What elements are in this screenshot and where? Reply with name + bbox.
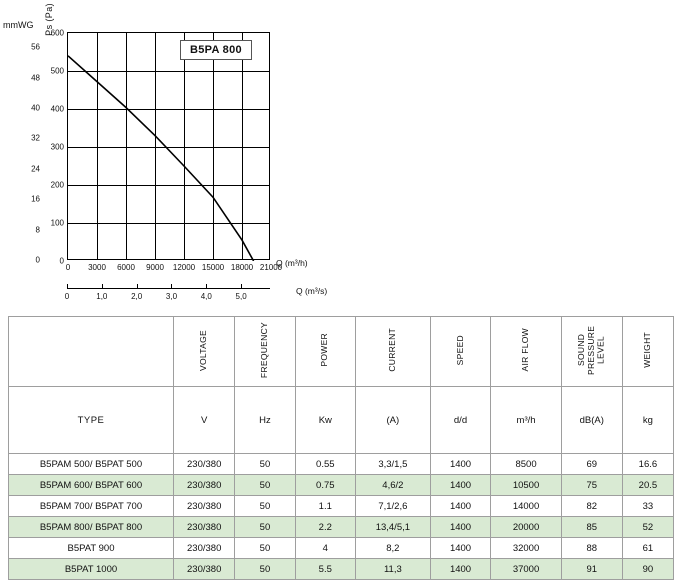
x2-tick-label: 3,0 [165,292,178,301]
x-tick-label: 0 [65,263,71,272]
unit-airflow: m³/h [491,387,561,454]
header-sound-pressure-level: SOUND PRESSURE LEVEL [561,317,622,387]
x2-tick-mark [67,284,68,288]
y2-tick-label: 0 [35,255,40,265]
x2-tick-label: 2,0 [131,292,143,301]
cell-power: 1.1 [295,496,356,517]
table-header [9,317,674,454]
cell-frequency: 50 [235,559,295,580]
table-row [9,538,674,559]
cell-speed: 1400 [430,517,491,538]
header-speed: SPEED [430,317,491,387]
y-gridline [68,185,269,186]
y2-tick-label: 24 [31,164,40,174]
cell-weight: 52 [622,517,673,538]
y-tick-label: 600 [50,28,64,38]
x2-tick-label: 5,0 [235,292,247,301]
unit-spl: dB(A) [561,387,622,454]
y-tick-label: 200 [50,180,64,190]
y2-tick-label: 48 [31,73,40,83]
cell-spl: 88 [561,538,622,559]
table-units-row [9,387,674,454]
x2-tick-mark [206,284,207,288]
cell-current: 3,3/1,5 [356,454,431,475]
cell-frequency: 50 [235,517,295,538]
cell-voltage: 230/380 [173,559,234,580]
x2-tick-mark [137,284,138,288]
cell-power: 4 [295,538,356,559]
secondary-x-axis-label: Q (m³/s) [296,286,328,296]
cell-weight: 16.6 [622,454,673,475]
table-header-row [9,317,674,387]
header-frequency: FREQUENCY [235,317,295,387]
cell-spl: 69 [561,454,622,475]
x-gridline [213,33,214,259]
cell-frequency: 50 [235,496,295,517]
header-type [9,317,174,387]
x2-tick-mark [241,284,242,288]
cell-current: 4,6/2 [356,475,431,496]
cell-voltage: 230/380 [173,538,234,559]
cell-type: B5PAM 700/ B5PAT 700 [9,496,174,517]
cell-airflow: 20000 [491,517,561,538]
cell-type: B5PAM 600/ B5PAT 600 [9,475,174,496]
cell-power: 0.55 [295,454,356,475]
cell-current: 11,3 [356,559,431,580]
x2-tick-mark [171,284,172,288]
y-tick-label: 400 [50,104,64,114]
y-tick-label: 500 [50,66,64,76]
y2-tick-label: 40 [31,103,40,113]
cell-frequency: 50 [235,454,295,475]
cell-type: B5PAM 500/ B5PAT 500 [9,454,174,475]
x2-tick-label: 0 [64,292,70,301]
cell-voltage: 230/380 [173,517,234,538]
cell-airflow: 10500 [491,475,561,496]
y-gridline [68,71,269,72]
cell-airflow: 32000 [491,538,561,559]
cell-speed: 1400 [430,559,491,580]
cell-spl: 82 [561,496,622,517]
cell-voltage: 230/380 [173,475,234,496]
x2-tick-label: 1,0 [96,292,108,301]
specification-table [8,316,674,580]
chart-model-badge: B5PA 800 [180,40,252,60]
cell-voltage: 230/380 [173,496,234,517]
table-row [9,559,674,580]
cell-weight: 61 [622,538,673,559]
table-body [9,454,674,580]
cell-current: 8,2 [356,538,431,559]
cell-airflow: 14000 [491,496,561,517]
header-current: CURRENT [356,317,431,387]
cell-type: B5PAT 900 [9,538,174,559]
header-weight: WEIGHT [622,317,673,387]
cell-weight: 90 [622,559,673,580]
y2-tick-label: 16 [31,194,40,204]
y-tick-label: 0 [59,256,64,266]
cell-current: 13,4/5,1 [356,517,431,538]
header-voltage: VOLTAGE [173,317,234,387]
unit-speed: d/d [430,387,491,454]
cell-power: 5.5 [295,559,356,580]
x-gridline [184,33,185,259]
unit-voltage: V [173,387,234,454]
cell-power: 0.75 [295,475,356,496]
y-tick-label: 100 [50,218,64,228]
x-tick-label: 21000 [259,263,283,272]
table-row [9,454,674,475]
x2-tick-mark [102,284,103,288]
y2-tick-label: 56 [31,42,40,52]
cell-weight: 20.5 [622,475,673,496]
cell-spl: 91 [561,559,622,580]
unit-frequency: Hz [235,387,295,454]
x-gridline [242,33,243,259]
cell-frequency: 50 [235,538,295,559]
unit-weight: kg [622,387,673,454]
x-gridline [155,33,156,259]
x-tick-label: 9000 [146,263,164,272]
x-gridline [126,33,127,259]
table-row [9,496,674,517]
table-row [9,475,674,496]
cell-type: B5PAT 1000 [9,559,174,580]
y-gridline [68,147,269,148]
cell-speed: 1400 [430,538,491,559]
y-tick-label: 300 [50,142,64,152]
unit-type: TYPE [9,387,174,454]
cell-spl: 85 [561,517,622,538]
y-gridline [68,109,269,110]
cell-current: 7,1/2,6 [356,496,431,517]
cell-voltage: 230/380 [173,454,234,475]
x-tick-label: 18000 [230,263,254,272]
x-tick-label: 6000 [117,263,135,272]
secondary-x-axis [64,288,270,301]
x-axis-label: Q (m³/h) [276,258,308,268]
header-airflow: AIR FLOW [491,317,561,387]
unit-current: (A) [356,387,431,454]
x-tick-label: 3000 [88,263,106,272]
y-gridline [68,223,269,224]
cell-airflow: 37000 [491,559,561,580]
plot-area [50,28,283,272]
cell-type: B5PAM 800/ B5PAT 800 [9,517,174,538]
cell-speed: 1400 [430,496,491,517]
cell-airflow: 8500 [491,454,561,475]
x-gridline [97,33,98,259]
y2-tick-label: 32 [31,133,40,143]
table-row [9,517,674,538]
y-axis-secondary-unit-label: mmWG [3,20,34,30]
unit-power: Kw [295,387,356,454]
y2-tick-label: 8 [35,225,40,235]
cell-speed: 1400 [430,454,491,475]
header-power: POWER [295,317,356,387]
x-tick-label: 15000 [201,263,225,272]
cell-spl: 75 [561,475,622,496]
cell-power: 2.2 [295,517,356,538]
x2-tick-label: 4,0 [200,292,212,301]
x-tick-label: 12000 [172,263,196,272]
cell-frequency: 50 [235,475,295,496]
cell-weight: 33 [622,496,673,517]
y-axis-label: Ps (Pa) [44,3,54,36]
cell-speed: 1400 [430,475,491,496]
